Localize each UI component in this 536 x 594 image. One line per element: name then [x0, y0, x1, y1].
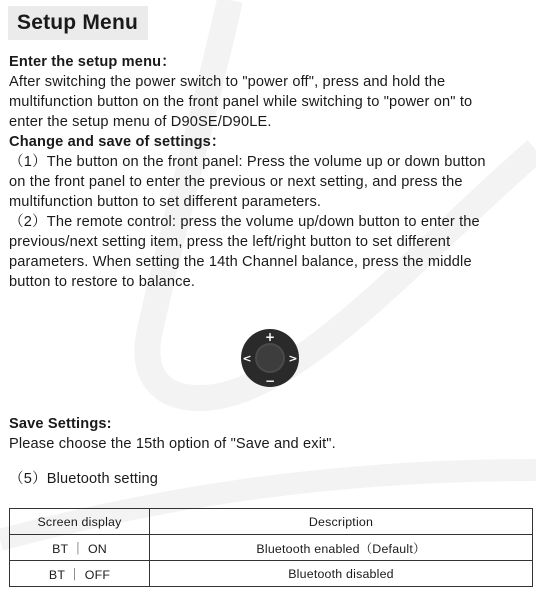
page-title: Setup Menu — [17, 11, 138, 34]
save-settings-heading: Save Settings: — [9, 416, 112, 432]
remote-up-icon: + — [264, 330, 276, 344]
enter-setup-heading: Enter the setup menu： — [9, 54, 176, 70]
enter-setup-line: After switching the power switch to "power off", press and hold the — [9, 74, 446, 90]
change-settings-line: multifunction button to set different parameters. — [9, 194, 322, 210]
table-cell: Bluetooth enabled（Default） — [150, 535, 533, 561]
change-settings-line: parameters. When setting the 14th Channel balance, press the middle — [9, 254, 472, 270]
enter-setup-line: enter the setup menu of D90SE/D90LE. — [9, 114, 272, 130]
table-row — [10, 535, 533, 561]
remote-left-icon: < — [242, 352, 252, 365]
change-settings-line: （2）The remote control: press the volume up/down button to enter the — [9, 214, 480, 230]
table-header: Description — [150, 509, 533, 535]
table-cell: Bluetooth disabled — [150, 561, 533, 587]
table-cell: BT ｜ OFF — [10, 561, 150, 587]
enter-setup-line: multifunction button on the front panel while switching to "power on" to — [9, 94, 473, 110]
table-header-row — [10, 509, 533, 535]
change-settings-line: button to restore to balance. — [9, 274, 196, 290]
bluetooth-heading: （5）Bluetooth setting — [9, 471, 159, 487]
remote-right-icon: > — [288, 352, 298, 365]
page-title-box — [8, 6, 148, 40]
remote-control-icon — [240, 328, 300, 388]
change-settings-heading: Change and save of settings： — [9, 134, 226, 150]
bluetooth-table — [9, 508, 533, 587]
table-row — [10, 561, 533, 587]
remote-down-icon: − — [264, 374, 276, 388]
save-settings-text: Please choose the 15th option of "Save and exit". — [9, 436, 336, 452]
change-settings-line: previous/next setting item, press the left/right button to set different — [9, 234, 451, 250]
table-header: Screen display — [10, 509, 150, 535]
change-settings-line: （1）The button on the front panel: Press the volume up or down button — [9, 154, 486, 170]
change-settings-line: on the front panel to enter the previous or next setting, and press the — [9, 174, 463, 190]
table-cell: BT ｜ ON — [10, 535, 150, 561]
